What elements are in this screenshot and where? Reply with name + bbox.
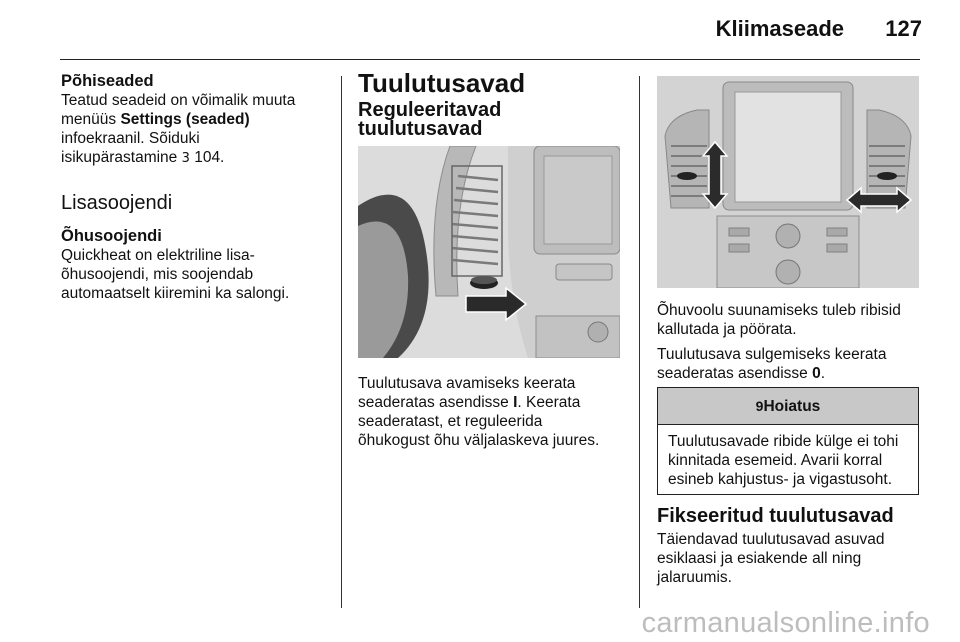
middle-column xyxy=(358,68,628,140)
text-line: esiklaasi ja esiakende all ning xyxy=(657,550,862,567)
dashboard-vents-illustration xyxy=(657,76,919,288)
heading-air-heater: Õhusoojendi xyxy=(61,227,162,245)
column-divider-2 xyxy=(639,76,640,608)
section-heading-auxiliary-heater: Lisasoojendi xyxy=(61,192,173,214)
adjustable-vent-illustration xyxy=(358,146,620,358)
right-column-text xyxy=(657,301,927,383)
position-symbol: 0 xyxy=(812,365,821,382)
text-line: infoekraanil. Sõiduki xyxy=(61,130,200,147)
page-ref-icon: 3 xyxy=(181,151,190,166)
text-line: õhusoojendi, mis soojendab xyxy=(61,266,254,283)
text-line: Teatud seadeid on võimalik muuta xyxy=(61,92,296,109)
text-line: esineb kahjustus- ja vigastusoht. xyxy=(668,471,893,488)
middle-caption xyxy=(358,374,633,450)
heading-basic-settings: Põhiseaded xyxy=(61,72,154,90)
text-line: Täiendavad tuulutusavad asuvad xyxy=(657,531,885,548)
warning-header xyxy=(658,388,918,425)
section-heading-fixed-vents: Fikseeritud tuulutusavad xyxy=(657,505,894,527)
warning-box xyxy=(657,387,919,495)
text-line: õhukogust õhu väljalaskeva juures. xyxy=(358,432,600,449)
position-symbol: I xyxy=(513,394,518,411)
column-divider-1 xyxy=(341,76,342,608)
text-line: Tuulutusavade ribide külge ei tohi xyxy=(668,433,899,450)
text-line: seaderatas asendisse 0. xyxy=(657,365,826,382)
warning-body xyxy=(658,425,918,496)
warning-icon: 9 xyxy=(755,398,764,414)
dashboard-drawing xyxy=(657,76,919,288)
text-line: Quickheat on elektriline lisa- xyxy=(61,247,255,264)
vent-drawing xyxy=(358,146,620,358)
text-line: menüüs Settings (seaded) xyxy=(61,111,250,128)
watermark: carmanualsonline.info xyxy=(641,607,930,639)
text-line: Õhuvoolu suunamiseks tuleb ribisid xyxy=(657,302,901,319)
subsection-adjustable-vents: Reguleeritavad tuulutusavad xyxy=(358,99,502,140)
settings-label: Settings (seaded) xyxy=(120,111,250,128)
page-header-title: Kliimaseade xyxy=(715,16,844,41)
text-line: seaderatas asendisse I. Keerata xyxy=(358,394,581,411)
fixed-vents-section xyxy=(657,507,927,587)
text-line: Tuulutusava sulgemiseks keerata xyxy=(657,346,887,363)
left-column xyxy=(61,72,331,303)
page-number: 127 xyxy=(885,16,922,41)
text-line: jalaruumis. xyxy=(657,569,732,586)
warning-title: Hoiatus xyxy=(763,398,821,415)
section-title-vents: Tuulutusavad xyxy=(358,68,526,98)
text-line: isikupärastamine 3 104. xyxy=(61,149,225,166)
header-rule xyxy=(60,59,920,60)
text-line: kallutada ja pöörata. xyxy=(657,321,797,338)
text-line: Tuulutusava avamiseks keerata xyxy=(358,375,576,392)
text-line: automaatselt kiiremini ka salongi. xyxy=(61,285,290,302)
text-line: kinnitada esemeid. Avarii korral xyxy=(668,452,883,469)
text-line: seaderatast, et reguleerida xyxy=(358,413,543,430)
